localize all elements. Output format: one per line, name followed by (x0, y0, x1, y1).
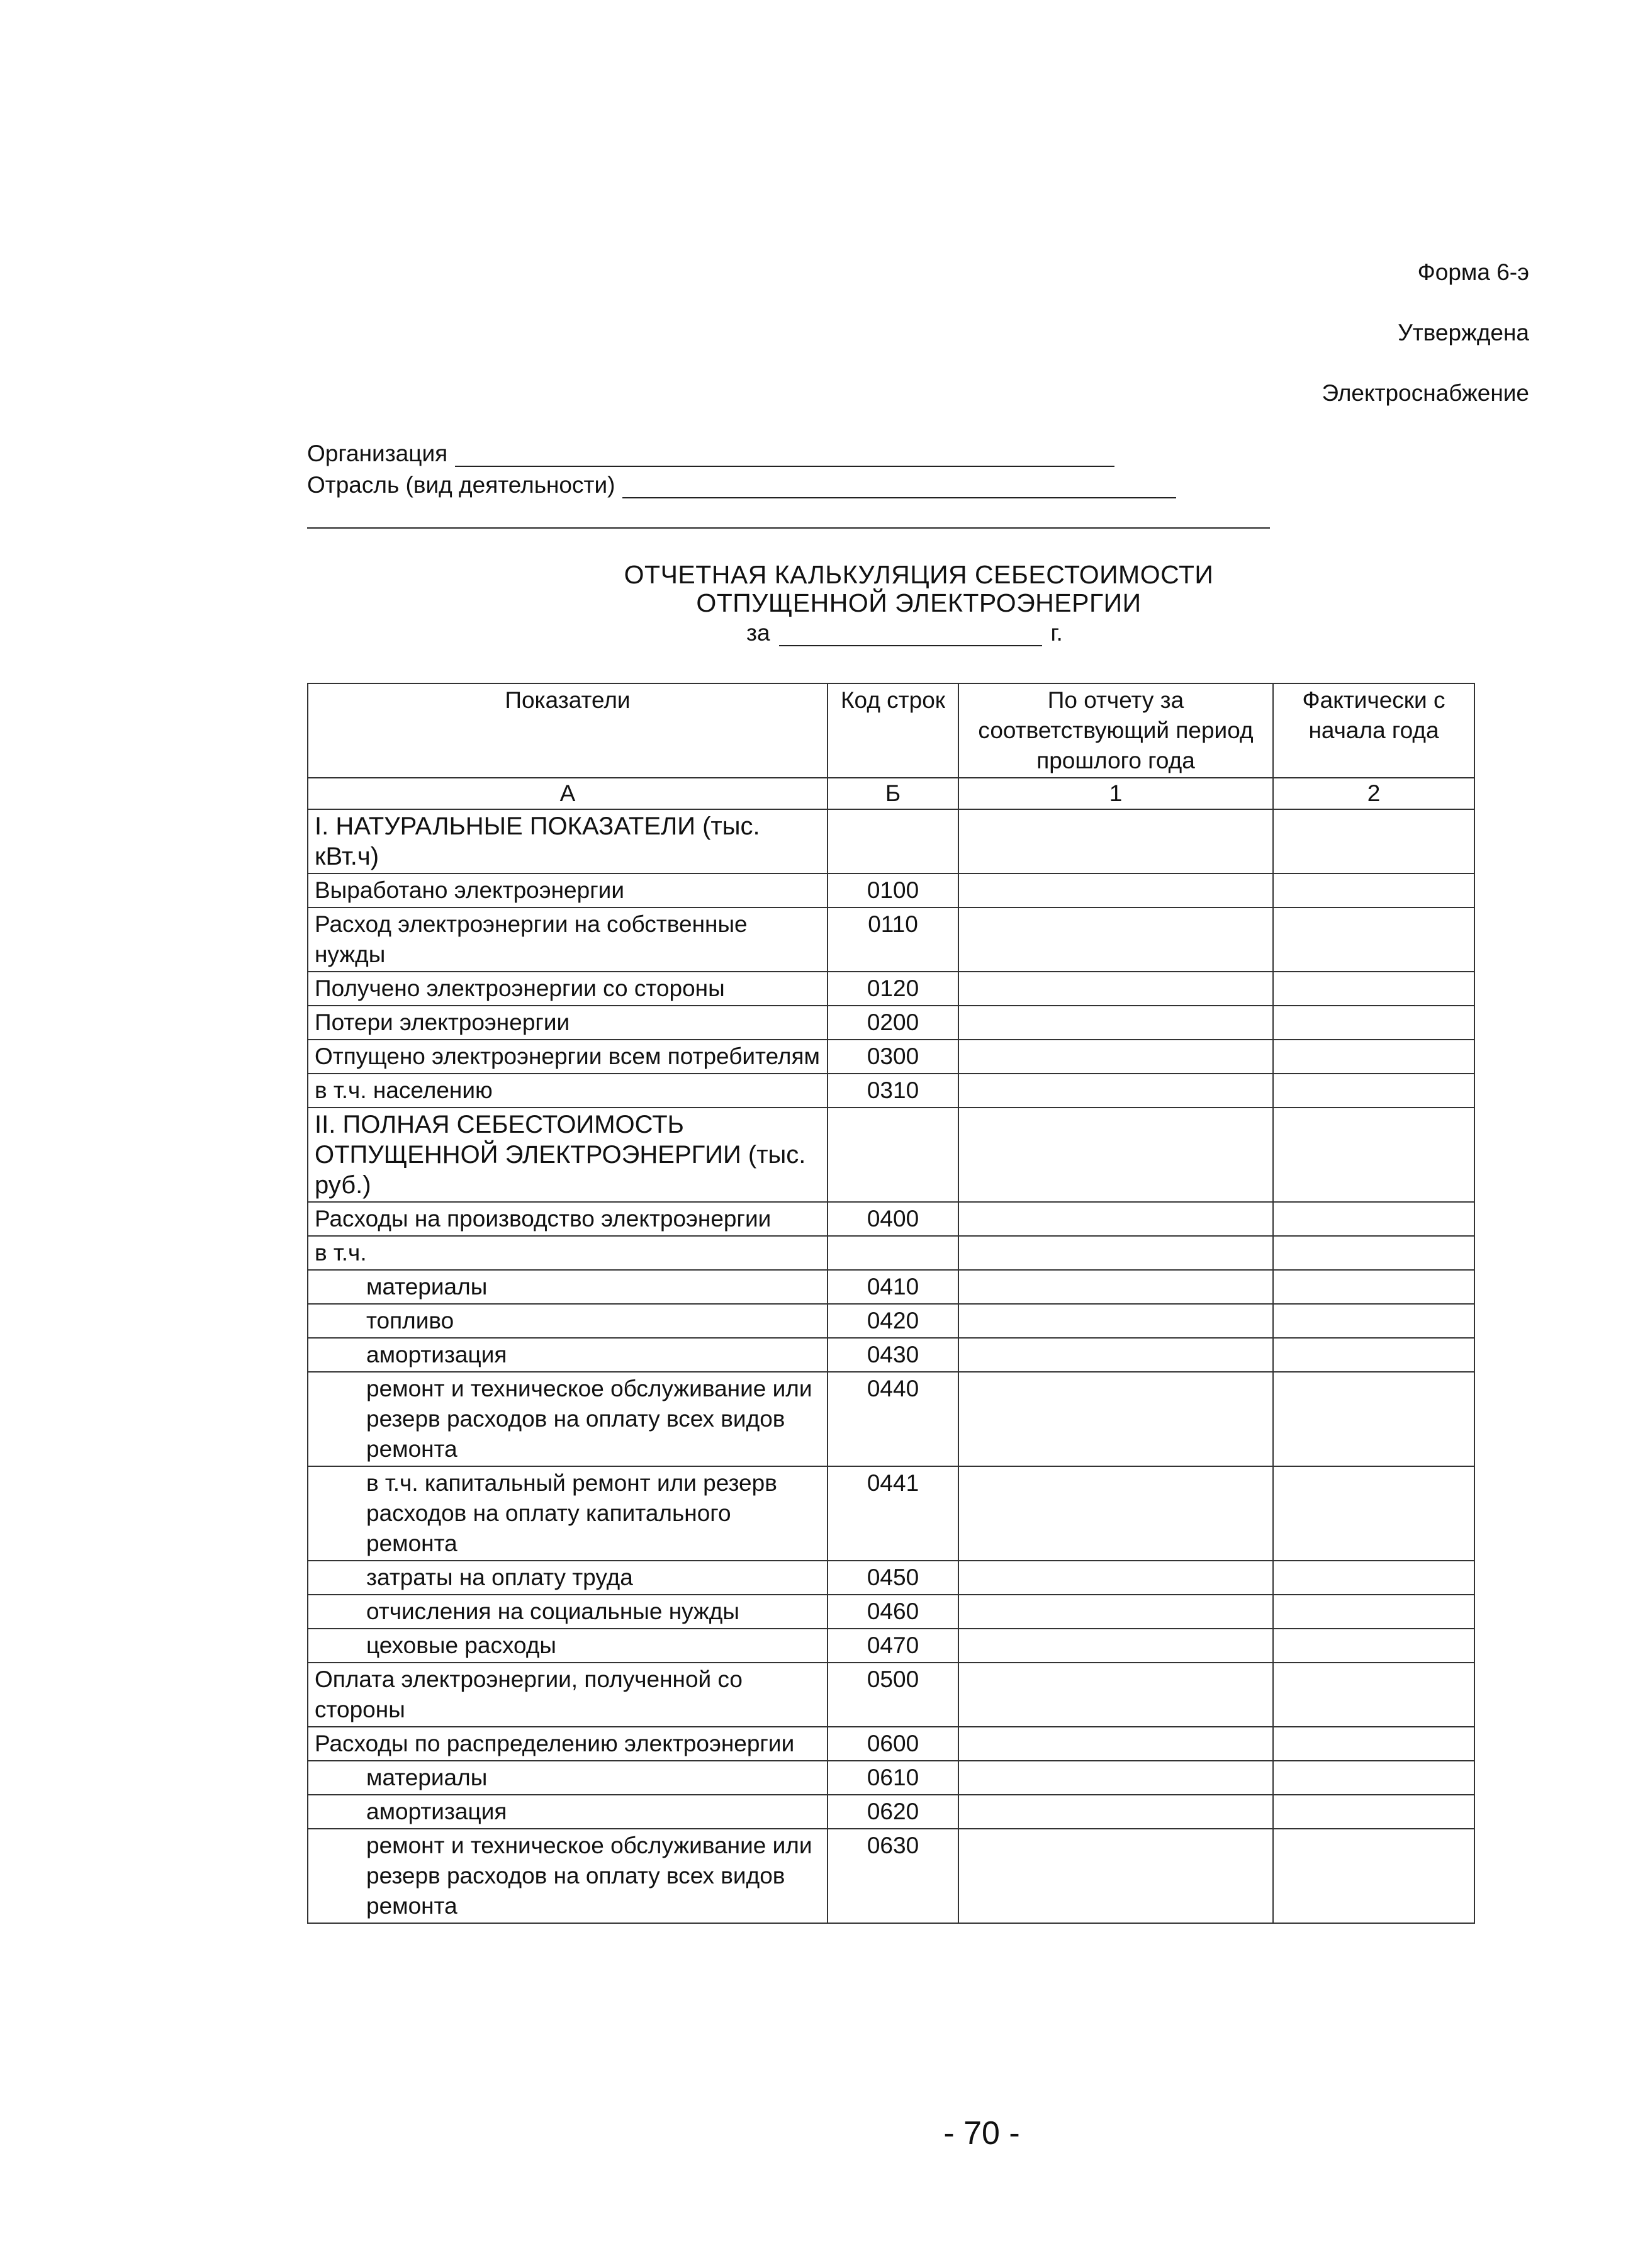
row-code: 0400 (828, 1202, 958, 1236)
row-code: 0420 (828, 1304, 958, 1338)
row-label: Оплата электроэнергии, полученной со стороны (308, 1663, 828, 1727)
row-code: 0441 (828, 1466, 958, 1561)
cell-previous-period (958, 1466, 1273, 1561)
table-row (308, 1829, 1474, 1923)
cell-previous-period (958, 1561, 1273, 1595)
cell-actual-ytd (1273, 1372, 1474, 1466)
table-row (308, 1761, 1474, 1795)
cell-actual-ytd (1273, 1761, 1474, 1795)
table-row (308, 809, 1474, 873)
period-prefix: за (746, 620, 770, 646)
header-previous-period: По отчету за соответствующий период прошлого года (958, 683, 1273, 778)
cell-previous-period (958, 1372, 1273, 1466)
table-row (308, 972, 1474, 1006)
table-row (308, 1304, 1474, 1338)
cell-actual-ytd (1273, 1236, 1474, 1270)
row-code: 0100 (828, 873, 958, 907)
cell-previous-period (958, 1595, 1273, 1629)
table-header-row (308, 683, 1474, 778)
section-heading: II. ПОЛНАЯ СЕБЕСТОИМОСТЬ ОТПУЩЕННОЙ ЭЛЕКТРОЭНЕРГИИ (тыс. руб.) (308, 1108, 828, 1202)
cell-previous-period (958, 873, 1273, 907)
row-code: 0460 (828, 1595, 958, 1629)
cell-actual-ytd (1273, 907, 1474, 972)
cell-previous-period (958, 1236, 1273, 1270)
row-label: отчисления на социальные нужды (308, 1595, 828, 1629)
index-1: 1 (958, 778, 1273, 809)
row-code: 0610 (828, 1761, 958, 1795)
index-a: А (308, 778, 828, 809)
form-number: Форма 6-э (1417, 259, 1529, 285)
cell-actual-ytd (1273, 1727, 1474, 1761)
period-blank (779, 626, 1042, 646)
approved-label: Утверждена (1398, 320, 1529, 345)
organization-label: Организация (307, 441, 448, 466)
branch-field (307, 472, 1176, 498)
row-label: в т.ч. населению (308, 1074, 828, 1108)
row-code: 0310 (828, 1074, 958, 1108)
organization-blank (455, 446, 1114, 467)
cell-previous-period (958, 1629, 1273, 1663)
cell-previous-period (958, 1202, 1273, 1236)
row-code: 0200 (828, 1006, 958, 1040)
row-code: 0450 (828, 1561, 958, 1595)
table-row (308, 1270, 1474, 1304)
table-row (308, 1629, 1474, 1663)
index-b: Б (828, 778, 958, 809)
table-row (308, 873, 1474, 907)
table-row (308, 1074, 1474, 1108)
row-label: Расходы на производство электроэнергии (308, 1202, 828, 1236)
cell-actual-ytd (1273, 1338, 1474, 1372)
cell-previous-period (958, 809, 1273, 873)
service-label: Электроснабжение (1322, 380, 1529, 406)
index-2: 2 (1273, 778, 1474, 809)
cell-actual-ytd (1273, 1040, 1474, 1074)
row-label: Получено электроэнергии со стороны (308, 972, 828, 1006)
table-row (308, 1795, 1474, 1829)
row-label: амортизация (308, 1338, 828, 1372)
row-label: Потери электроэнергии (308, 1006, 828, 1040)
row-label: Расходы по распределению электроэнергии (308, 1727, 828, 1761)
row-label: Расход электроэнергии на собственные нужды (308, 907, 828, 972)
row-label: ремонт и техническое обслуживание или резерв расходов на оплату всех видов ремонта (308, 1372, 828, 1466)
table-row (308, 1727, 1474, 1761)
row-code: 0300 (828, 1040, 958, 1074)
row-label: цеховые расходы (308, 1629, 828, 1663)
table-row (308, 907, 1474, 972)
cell-actual-ytd (1273, 1270, 1474, 1304)
header-indicators: Показатели (308, 683, 828, 778)
cell-previous-period (958, 1795, 1273, 1829)
cell-previous-period (958, 1338, 1273, 1372)
cell-actual-ytd (1273, 1006, 1474, 1040)
header-code: Код строк (828, 683, 958, 778)
row-code (828, 1108, 958, 1202)
row-code: 0440 (828, 1372, 958, 1466)
row-code: 0620 (828, 1795, 958, 1829)
cell-actual-ytd (1273, 1595, 1474, 1629)
branch-label: Отрасль (вид деятельности) (307, 472, 615, 498)
row-code: 0110 (828, 907, 958, 972)
table-row (308, 1108, 1474, 1202)
row-code: 0630 (828, 1829, 958, 1923)
row-code: 0500 (828, 1663, 958, 1727)
cell-actual-ytd (1273, 1629, 1474, 1663)
table-index-row (308, 778, 1474, 809)
cell-actual-ytd (1273, 1561, 1474, 1595)
title-line-1: ОТЧЕТНАЯ КАЛЬКУЛЯЦИЯ СЕБЕСТОИМОСТИ (624, 560, 1214, 589)
cell-actual-ytd (1273, 809, 1474, 873)
period-suffix: г. (1050, 620, 1063, 646)
cell-actual-ytd (1273, 1304, 1474, 1338)
branch-blank (622, 477, 1176, 498)
row-label: затраты на оплату труда (308, 1561, 828, 1595)
cell-actual-ytd (1273, 972, 1474, 1006)
cell-previous-period (958, 1761, 1273, 1795)
cell-actual-ytd (1273, 1074, 1474, 1108)
row-label: материалы (308, 1761, 828, 1795)
cost-table (307, 683, 1475, 1924)
cell-previous-period (958, 1304, 1273, 1338)
table-row (308, 1372, 1474, 1466)
cell-actual-ytd (1273, 1108, 1474, 1202)
cell-previous-period (958, 1663, 1273, 1727)
row-label: Выработано электроэнергии (308, 873, 828, 907)
row-code: 0120 (828, 972, 958, 1006)
row-label: в т.ч. (308, 1236, 828, 1270)
row-label: Отпущено электроэнергии всем потребителям (308, 1040, 828, 1074)
table-row (308, 1006, 1474, 1040)
table-row (308, 1040, 1474, 1074)
row-code: 0600 (828, 1727, 958, 1761)
table-row (308, 1561, 1474, 1595)
cell-previous-period (958, 907, 1273, 972)
cell-actual-ytd (1273, 873, 1474, 907)
row-label: амортизация (308, 1795, 828, 1829)
row-label: топливо (308, 1304, 828, 1338)
section-heading: I. НАТУРАЛЬНЫЕ ПОКАЗАТЕЛИ (тыс. кВт.ч) (308, 809, 828, 873)
table-row (308, 1663, 1474, 1727)
row-label: ремонт и техническое обслуживание или резерв расходов на оплату всех видов ремонта (308, 1829, 828, 1923)
cell-previous-period (958, 1108, 1273, 1202)
header-actual-ytd: Фактически с начала года (1273, 683, 1474, 778)
table-row (308, 1202, 1474, 1236)
cell-actual-ytd (1273, 1795, 1474, 1829)
cell-previous-period (958, 1727, 1273, 1761)
cell-previous-period (958, 1074, 1273, 1108)
cell-previous-period (958, 1006, 1273, 1040)
row-label: материалы (308, 1270, 828, 1304)
row-code (828, 809, 958, 873)
table-row (308, 1236, 1474, 1270)
separator-line (307, 527, 1270, 529)
cell-actual-ytd (1273, 1829, 1474, 1923)
period-line (746, 620, 1063, 646)
cell-previous-period (958, 1040, 1273, 1074)
organization-field (307, 441, 1114, 467)
cell-actual-ytd (1273, 1202, 1474, 1236)
row-code: 0430 (828, 1338, 958, 1372)
row-code: 0470 (828, 1629, 958, 1663)
table-row (308, 1595, 1474, 1629)
title-line-2: ОТПУЩЕННОЙ ЭЛЕКТРОЭНЕРГИИ (696, 588, 1142, 617)
row-label: в т.ч. капитальный ремонт или резерв расходов на оплату капитального ремонта (308, 1466, 828, 1561)
cell-actual-ytd (1273, 1466, 1474, 1561)
cell-actual-ytd (1273, 1663, 1474, 1727)
table-row (308, 1338, 1474, 1372)
table-row (308, 1466, 1474, 1561)
row-code (828, 1236, 958, 1270)
cell-previous-period (958, 972, 1273, 1006)
cell-previous-period (958, 1829, 1273, 1923)
row-code: 0410 (828, 1270, 958, 1304)
page-number: - 70 - (943, 2115, 1020, 2152)
cell-previous-period (958, 1270, 1273, 1304)
